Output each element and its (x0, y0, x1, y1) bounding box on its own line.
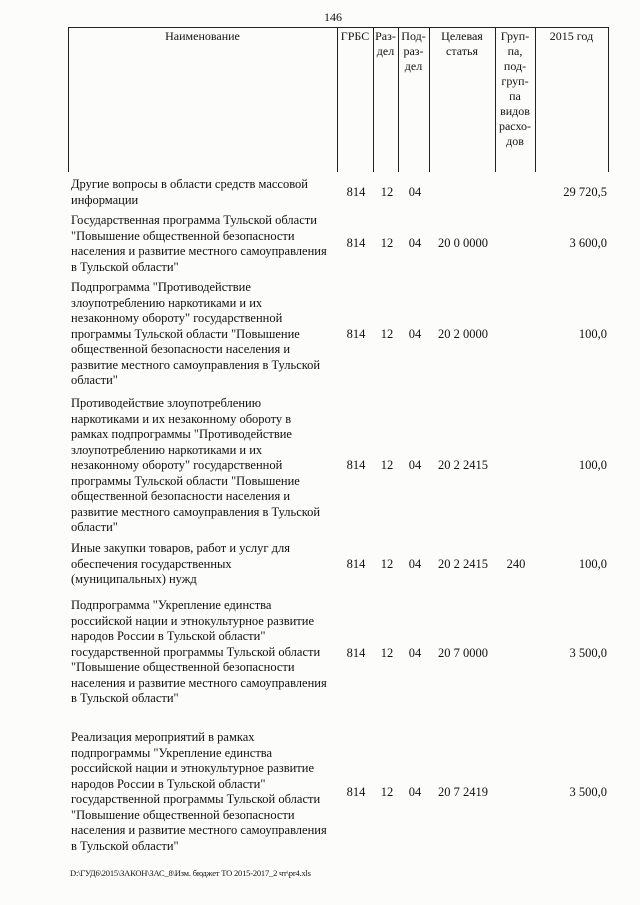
row-amount: 100,0 (578, 557, 607, 571)
row-razdel: 12 (380, 236, 394, 250)
row-grbs: 814 (346, 458, 366, 472)
row-razdel: 12 (380, 785, 394, 799)
col-border (608, 27, 609, 172)
row-celevaya-statya: 20 2 2415 (438, 557, 488, 571)
file-path-footer: D:\ГУД6\2015\ЗАКОН\ЗАС_8\Изм. бюджет ТО 2015-2017_2 чт\pr4.xls (70, 868, 311, 878)
row-podrazdel: 04 (408, 458, 422, 472)
row-podrazdel: 04 (408, 327, 422, 341)
row-grbs: 814 (346, 236, 366, 250)
row-razdel: 12 (380, 557, 394, 571)
row-amount: 3 500,0 (569, 785, 607, 799)
row-razdel: 12 (380, 185, 394, 199)
row-grbs: 814 (346, 646, 366, 660)
row-name: Подпрограмма "Укрепление единства российской нации и этнокультурное развитие народов России в Тульской области" государственной программы Тульской области "Повышение общественной безопасности населения и развитие местного самоуправления в Тульской области" (71, 598, 327, 705)
header-razdel: Раз- дел (375, 29, 396, 58)
row-amount: 3 600,0 (569, 236, 607, 250)
header-podrazdel: Под- раз- дел (401, 29, 426, 73)
page-number: 146 (324, 10, 342, 24)
row-name: Подпрограмма "Противодействие злоупотреблению наркотиками и их незаконному обороту" государственной программы Тульской области "Повышение общественной безопасности населения и развитие местного самоуправления в Тульской области" (71, 280, 321, 387)
col-border (337, 27, 338, 172)
row-celevaya-statya: 20 2 2415 (438, 458, 488, 472)
col-border (535, 27, 536, 172)
row-celevaya-statya: 20 7 0000 (438, 646, 488, 660)
col-border (68, 27, 69, 172)
row-razdel: 12 (380, 646, 394, 660)
row-amount: 100,0 (578, 327, 607, 341)
row-grbs: 814 (346, 785, 366, 799)
row-podrazdel: 04 (408, 185, 422, 199)
row-amount: 3 500,0 (569, 646, 607, 660)
row-podrazdel: 04 (408, 785, 422, 799)
row-celevaya-statya: 20 0 0000 (438, 236, 488, 250)
row-podrazdel: 04 (408, 236, 422, 250)
row-grbs: 814 (346, 557, 366, 571)
row-amount: 29 720,5 (563, 185, 607, 199)
row-celevaya-statya: 20 7 2419 (438, 785, 488, 799)
row-grbs: 814 (346, 327, 366, 341)
row-name: Противодействие злоупотреблению наркотиками и их незаконному обороту в рамках подпрограммы "Противодействие злоупотреблению наркотиками и их незаконному обороту" государственной программы Тульской области "Повышение общественной безопасности населения и развитие местного самоуправления в Тульской области" (71, 396, 321, 534)
row-razdel: 12 (380, 458, 394, 472)
row-podrazdel: 04 (408, 646, 422, 660)
row-name: Государственная программа Тульской области "Повышение общественной безопасности населения и развитие местного самоуправления в Тульской области" (71, 213, 327, 274)
row-name: Другие вопросы в области средств массовой информации (71, 177, 308, 207)
row-celevaya-statya: 20 2 0000 (438, 327, 488, 341)
header-year: 2015 год (549, 29, 594, 43)
row-grbs: 814 (346, 185, 366, 199)
header-grbs: ГРБС (340, 29, 370, 43)
row-amount: 100,0 (578, 458, 607, 472)
row-podrazdel: 04 (408, 557, 422, 571)
row-vid-rashodov: 240 (506, 557, 526, 571)
table-header (68, 27, 609, 172)
header-name: Наименование (165, 29, 240, 43)
header-top-border (68, 27, 609, 28)
row-razdel: 12 (380, 327, 394, 341)
row-name: Реализация мероприятий в рамках подпрограммы "Укрепление единства российской нации и этнокультурное развитие народов России в Тульской области" государственной программы Тульской области "Повышение общественной безопасности населения и развитие местного самоуправления в Тульской области" (71, 730, 327, 853)
header-celevaya-statya: Целевая статья (441, 29, 483, 58)
row-name: Иные закупки товаров, работ и услуг для обеспечения государственных (муниципальных) нужд (71, 541, 291, 586)
header-vid-rashodov: Груп- па, под- груп- па видов расхо- дов (498, 29, 532, 148)
